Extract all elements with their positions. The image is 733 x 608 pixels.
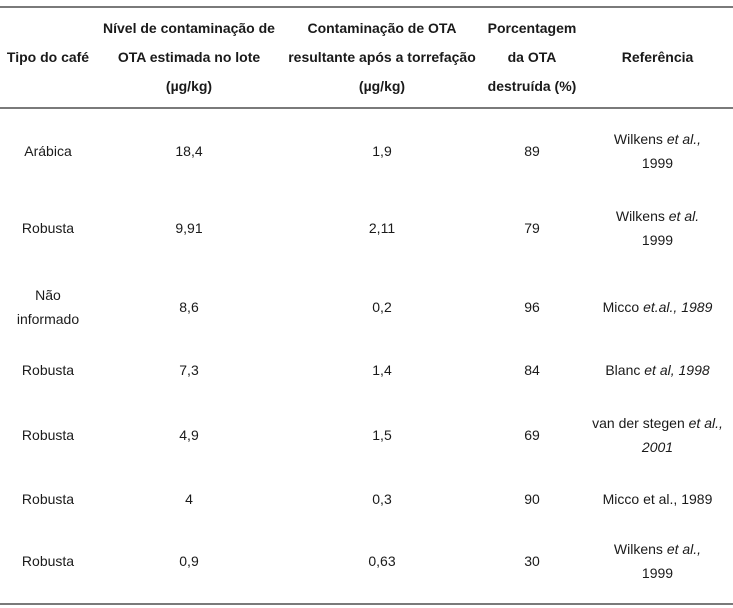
cell-nivel: 18,4 — [175, 143, 203, 159]
ref-year: 1999 — [641, 565, 674, 581]
ref-author: van der stegen — [592, 415, 689, 431]
table-row — [0, 467, 733, 531]
cell-referencia — [582, 338, 733, 402]
cell-resultante: 1,9 — [372, 143, 392, 159]
cell-porcentagem: 69 — [524, 427, 540, 443]
ref-author: Micco — [602, 299, 644, 315]
cell-tipo: Robusta — [21, 491, 75, 507]
cell-tipo: Robusta — [21, 553, 75, 569]
header-nivel: Nível de contaminação de OTA estimada no lote (µg/kg) — [103, 20, 275, 94]
table-row — [0, 526, 733, 596]
cell-porcentagem: 30 — [524, 553, 540, 569]
cell-nivel: 8,6 — [179, 299, 199, 315]
cell-tipo — [0, 265, 96, 349]
cell-nivel: 9,91 — [175, 220, 203, 236]
cell-nivel: 4,9 — [179, 427, 199, 443]
cell-referencia: Micco et al., 1989 — [602, 491, 713, 507]
cell-nivel: 0,9 — [179, 553, 199, 569]
cell-tipo: Robusta — [21, 427, 75, 443]
header-porcentagem: Porcentagem da OTA destruída (%) — [487, 20, 577, 94]
header-tipo: Tipo do café — [6, 49, 90, 65]
cell-tipo: Robusta — [21, 220, 75, 236]
ref-etal: et al, 1998 — [644, 362, 710, 378]
cell-tipo-text: Não informado — [16, 287, 80, 327]
cell-nivel: 7,3 — [179, 362, 199, 378]
table-bottom-rule — [0, 603, 733, 605]
ref-etal: et al., — [666, 541, 702, 557]
cell-porcentagem: 96 — [524, 299, 540, 315]
table-row — [0, 338, 733, 402]
cell-resultante: 0,2 — [372, 299, 392, 315]
ref-author: Wilkens — [615, 208, 669, 224]
cell-tipo: Arábica — [24, 143, 72, 159]
cell-tipo: Robusta — [21, 362, 75, 378]
table-row — [0, 265, 733, 349]
table-row — [0, 116, 733, 186]
ref-etal: et al., 2001 — [641, 415, 723, 455]
table-row — [0, 193, 733, 263]
cell-referencia — [582, 265, 733, 349]
cell-porcentagem: 90 — [524, 491, 540, 507]
ref-year: 1999 — [641, 155, 674, 171]
table-row — [0, 400, 733, 470]
cell-referencia — [582, 116, 733, 186]
header-referencia: Referência — [621, 49, 694, 65]
ref-author: Wilkens — [613, 131, 667, 147]
ref-author: Wilkens — [613, 541, 667, 557]
ref-etal: et al. — [668, 208, 700, 224]
cell-resultante: 0,63 — [368, 553, 396, 569]
ref-year: 1999 — [641, 232, 674, 248]
ref-etal: et al., — [666, 131, 702, 147]
cell-referencia — [582, 400, 733, 470]
table-header-rule — [0, 107, 733, 109]
cell-nivel: 4 — [185, 491, 193, 507]
table-header-row — [0, 8, 733, 107]
cell-resultante: 1,4 — [372, 362, 392, 378]
ref-etal: et.al., 1989 — [643, 299, 713, 315]
cell-porcentagem: 84 — [524, 362, 540, 378]
cell-resultante: 0,3 — [372, 491, 392, 507]
cell-referencia — [582, 526, 733, 596]
cell-resultante: 1,5 — [372, 427, 392, 443]
cell-porcentagem: 89 — [524, 143, 540, 159]
ref-author: Blanc — [605, 362, 645, 378]
header-resultante: Contaminação de OTA resultante após a torrefação (µg/kg) — [288, 20, 476, 94]
cell-resultante: 2,11 — [368, 220, 396, 236]
cell-porcentagem: 79 — [524, 220, 540, 236]
cell-referencia — [582, 193, 733, 263]
